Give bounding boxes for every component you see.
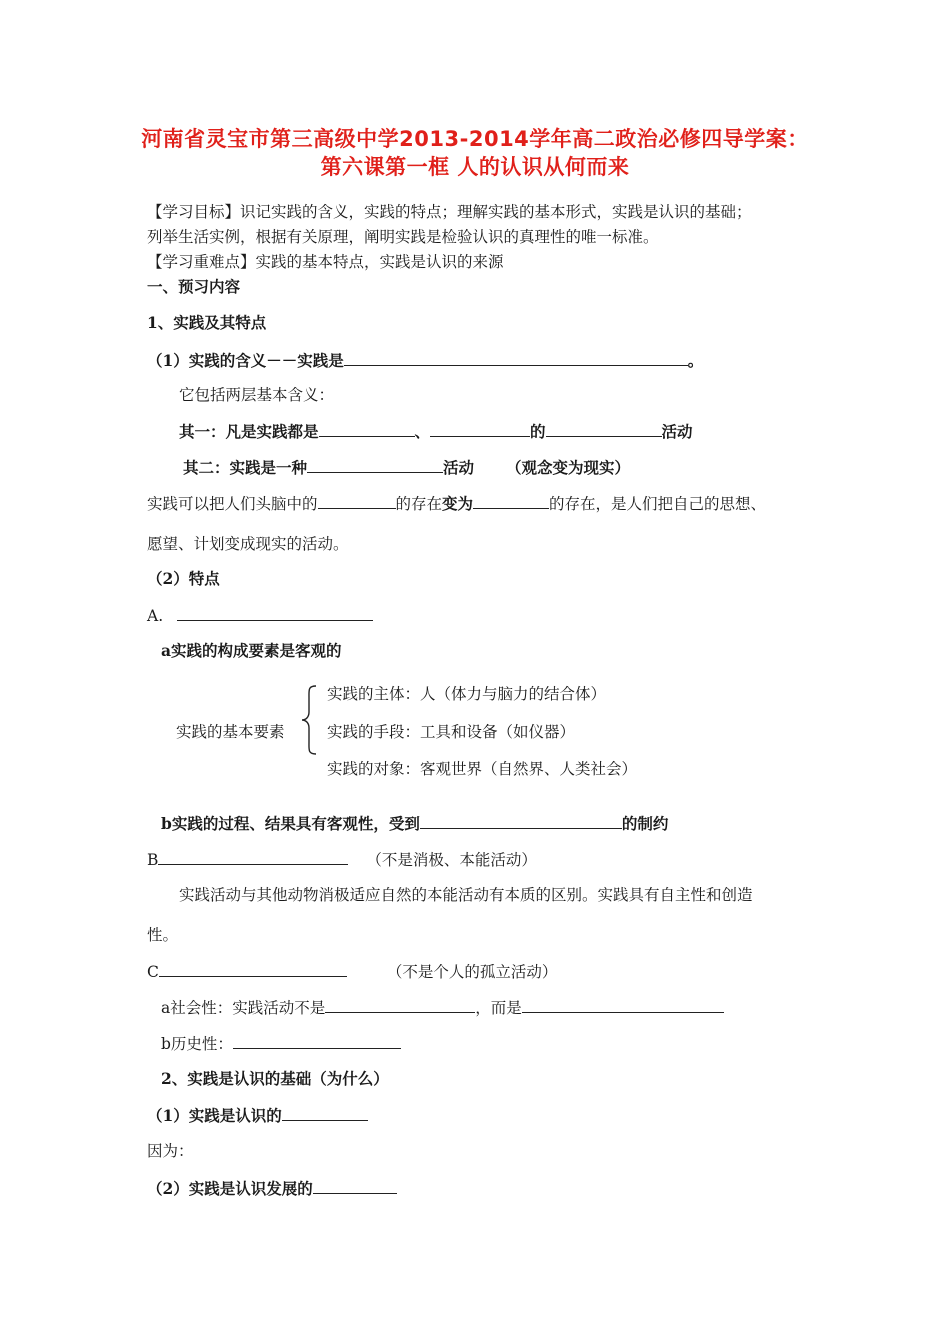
because-label: 因为：	[147, 1142, 194, 1160]
feature-b-sub-blank[interactable]	[420, 812, 622, 829]
definition-blank[interactable]	[344, 349, 688, 366]
preview-heading: 一、预习内容	[147, 277, 241, 296]
section1-heading: 1、实践及其特点	[147, 313, 267, 332]
feature-b-sub-suffix: 的制约	[621, 814, 669, 833]
meaning-one-blank-1[interactable]	[319, 420, 415, 437]
feature-b-paragraph-line2: 性。	[147, 926, 179, 944]
feature-a-blank[interactable]	[177, 604, 373, 621]
feature-c-label: C	[147, 963, 159, 981]
meaning-two-suffix: 活动	[443, 458, 475, 477]
diagram-item-object: 实践的对象：客观世界（自然界、人类社会）	[327, 760, 638, 778]
para1-blank-2[interactable]	[473, 492, 549, 509]
meaning-one-blank-2[interactable]	[430, 420, 530, 437]
practice-paragraph-line1	[147, 492, 766, 515]
curly-brace-icon	[300, 684, 318, 756]
para1-d: 的存在，是人们把自己的思想、	[549, 495, 767, 513]
diagram-item-means: 实践的手段：工具和设备（如仪器）	[327, 723, 576, 741]
feature-b-sub	[161, 812, 668, 835]
page-title-line1: 河南省灵宝市第三高级中学2013-2014学年高二政治必修四导学案：	[141, 127, 809, 151]
feature-c-historicity	[161, 1032, 401, 1055]
meaning-one-de: 的	[530, 422, 546, 441]
meaning-one-prefix: 其一：凡是实践都是	[179, 422, 319, 441]
section2-item2	[147, 1177, 397, 1200]
key-points: 【学习重难点】实践的基本特点，实践是认识的来源	[147, 253, 504, 271]
feature-c-line	[147, 960, 557, 983]
meaning-two-note: （观念变为现实）	[506, 458, 631, 477]
para1-b: 的存在	[395, 495, 443, 513]
historicity-blank[interactable]	[233, 1032, 401, 1049]
meaning-two	[183, 456, 630, 479]
feature-b-label: B	[147, 851, 159, 869]
para1-blank-1[interactable]	[318, 492, 396, 509]
learning-objectives-line2: 列举生活实例，根据有关原理，阐明实践是检验认识的真理性的唯一标准。	[147, 228, 659, 246]
para1-c: 变为	[442, 494, 474, 513]
feature-c-note: （不是个人的孤立活动）	[386, 963, 558, 981]
feature-b-note: （不是消极、本能活动）	[366, 851, 537, 869]
sociality-prefix: a社会性：实践活动不是	[161, 999, 326, 1017]
feature-c-blank[interactable]	[159, 960, 347, 977]
meaning-one-sep: 、	[414, 422, 431, 441]
feature-b-blank[interactable]	[158, 848, 348, 865]
definition-prefix: （1）实践的含义－－实践是	[147, 351, 344, 370]
meaning-two-prefix: 其二：实践是一种	[183, 458, 308, 477]
feature-b-line	[147, 848, 537, 871]
section2-item1-prefix: （1）实践是认识的	[147, 1106, 282, 1125]
diagram-item-subject: 实践的主体：人（体力与脑力的结合体）	[327, 685, 607, 703]
two-meanings-intro: 它包括两层基本含义：	[179, 386, 335, 404]
definition-suffix: 。	[687, 351, 704, 370]
para1-a: 实践可以把人们头脑中的	[147, 495, 318, 513]
meaning-one-blank-3[interactable]	[546, 420, 662, 437]
page-title-line2: 第六课第一框 人的认识从何而来	[320, 155, 630, 179]
practice-paragraph-line2: 愿望、计划变成现实的活动。	[147, 535, 349, 553]
section2-item1-blank[interactable]	[282, 1104, 368, 1121]
meaning-one	[179, 420, 693, 443]
sociality-blank-1[interactable]	[325, 996, 475, 1013]
practice-definition	[147, 349, 703, 372]
features-heading: （2）特点	[147, 569, 220, 588]
section2-item2-prefix: （2）实践是认识发展的	[147, 1179, 313, 1198]
meaning-two-blank[interactable]	[307, 456, 443, 473]
feature-a-label: A.	[147, 607, 164, 625]
feature-b-paragraph-line1: 实践活动与其他动物消极适应自然的本能活动有本质的区别。实践具有自主性和创造	[179, 886, 753, 904]
historicity-prefix: b历史性：	[161, 1035, 233, 1053]
section2-item2-blank[interactable]	[313, 1177, 397, 1194]
sociality-blank-2[interactable]	[522, 996, 724, 1013]
section2-item1	[147, 1104, 368, 1127]
diagram-root-label: 实践的基本要素	[176, 723, 285, 741]
feature-c-sociality	[161, 996, 724, 1019]
feature-a-sub: a实践的构成要素是客观的	[161, 641, 342, 660]
learning-objectives-line1: 【学习目标】识记实践的含义，实践的特点；理解实践的基本形式，实践是认识的基础；	[147, 203, 752, 221]
sociality-mid: ，而是	[475, 999, 522, 1017]
feature-a-line	[147, 604, 373, 627]
meaning-one-suffix: 活动	[661, 422, 693, 441]
feature-b-sub-prefix: b实践的过程、结果具有客观性，受到	[161, 814, 420, 833]
section2-heading: 2、实践是认识的基础（为什么）	[161, 1069, 389, 1088]
